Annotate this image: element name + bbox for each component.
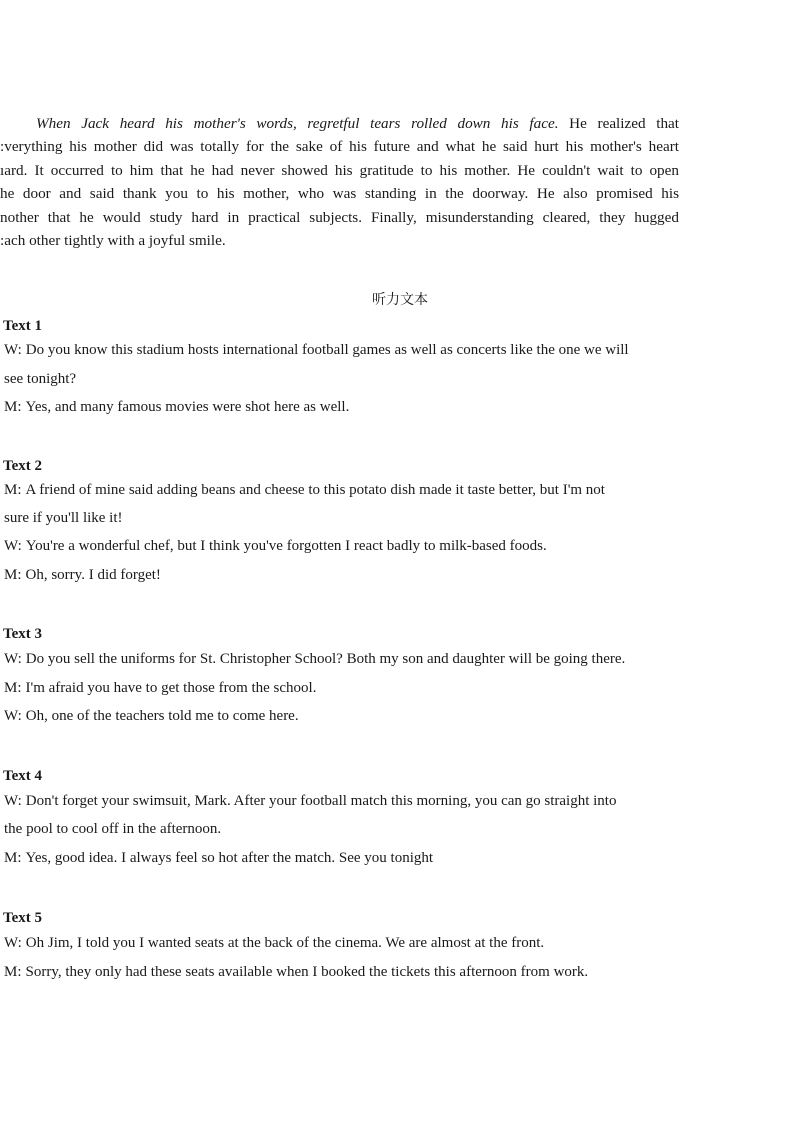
story-italic-sentence: When Jack heard his mother's words, regretful tears rolled down his face.: [36, 115, 559, 132]
dialogue-text: Oh, sorry. I did forget!: [25, 567, 161, 583]
story-line-2: [0, 135, 679, 158]
speaker-label: M:: [4, 482, 22, 498]
story-line-6: [0, 229, 679, 252]
dialogue-line: [4, 510, 123, 527]
dialogue-line: [4, 708, 299, 725]
speaker-label: M:: [4, 964, 22, 980]
dialogue-text: A friend of mine said adding beans and cheese to this potato dish made it taste better, but I'm not: [25, 482, 605, 498]
speaker-label: M:: [4, 567, 22, 583]
dialogue-line: [4, 371, 76, 388]
dialogue-line: [4, 567, 161, 584]
story-line-text: He realized that: [558, 115, 679, 132]
dialogue-line: [4, 821, 221, 838]
dialogue-line: [4, 850, 433, 867]
dialogue-text: Oh, one of the teachers told me to come here.: [25, 708, 299, 724]
dialogue-text: see tonight?: [4, 371, 77, 387]
story-line-text: :verything his mother did was totally for the sake of his future and what he said hurt his mother's heart: [0, 138, 679, 156]
story-line-text: ıard. It occurred to him that he had never showed his gratitude to his mother. He couldn't wait to open: [0, 161, 679, 179]
dialogue-text: Oh Jim, I told you I wanted seats at the back of the cinema. We are almost at the front.: [25, 935, 545, 951]
dialogue-line: [4, 964, 588, 981]
speaker-label: W:: [4, 793, 22, 809]
section-title-text-3: Text 3: [3, 626, 43, 642]
story-line-text: nother that he would study hard in practical subjects. Finally, misunderstanding cleared, they hugged: [0, 208, 679, 226]
story-line-text: :ach other tightly with a joyful smile.: [0, 232, 226, 250]
dialogue-line: [4, 651, 625, 668]
speaker-label: M:: [4, 680, 22, 696]
dialogue-text: Sorry, they only had these seats available when I booked the tickets this afternoon from work.: [25, 964, 589, 980]
dialogue-line: [4, 399, 349, 416]
speaker-label: W:: [4, 708, 22, 724]
dialogue-text: Do you know this stadium hosts international football games as well as concerts like the one we will: [25, 342, 629, 358]
dialogue-text: I'm afraid you have to get those from the school.: [25, 680, 317, 696]
dialogue-text: sure if you'll like it!: [4, 510, 123, 526]
speaker-label: W:: [4, 651, 22, 667]
speaker-label: W:: [4, 342, 22, 358]
story-line-text: he door and said thank you to his mother, who was standing in the doorway. He also promised his: [0, 185, 679, 203]
dialogue-line: [4, 342, 629, 359]
story-line-4: [0, 182, 679, 205]
section-title-text-2: Text 2: [3, 458, 43, 474]
speaker-label: M:: [4, 399, 22, 415]
speaker-label: W:: [4, 935, 22, 951]
dialogue-text: Yes, good idea. I always feel so hot after the match. See you tonight: [25, 850, 434, 866]
speaker-label: M:: [4, 850, 22, 866]
dialogue-text: Don't forget your swimsuit, Mark. After your football match this morning, you can go straight into: [25, 793, 617, 809]
story-line-1: [0, 112, 679, 135]
story-line-3: [0, 159, 679, 182]
dialogue-line: [4, 793, 616, 810]
section-title-text-5: Text 5: [3, 910, 43, 926]
dialogue-line: [4, 935, 544, 952]
dialogue-text: Do you sell the uniforms for St. Christopher School? Both my son and daughter will be going there.: [25, 651, 626, 667]
section-title-text-1: Text 1: [3, 318, 43, 334]
story-paragraph: [0, 112, 679, 252]
dialogue-text: You're a wonderful chef, but I think you've forgotten I react badly to milk-based foods.: [25, 538, 547, 554]
dialogue-line: [4, 680, 316, 697]
listening-script-heading: 听力文本: [372, 292, 428, 308]
dialogue-line: [4, 538, 547, 555]
dialogue-text: the pool to cool off in the afternoon.: [4, 821, 222, 837]
section-title-text-4: Text 4: [3, 768, 43, 784]
dialogue-line: [4, 482, 605, 499]
dialogue-text: Yes, and many famous movies were shot here as well.: [25, 399, 350, 415]
speaker-label: W:: [4, 538, 22, 554]
story-line-5: [0, 206, 679, 229]
